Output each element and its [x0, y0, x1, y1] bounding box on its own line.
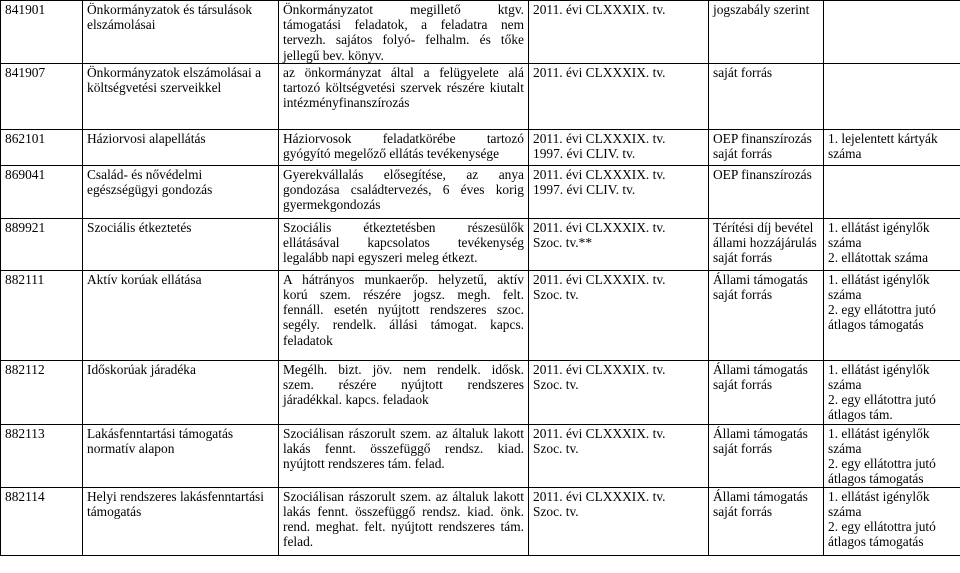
cell-indicators-line: száma [828, 504, 862, 520]
cell-indicators-line: átlagos támogatás [828, 534, 924, 550]
cell-indicators-line: 1. ellátást igénylők [828, 219, 930, 235]
cell-description-line: segély. rendelk. állási támogat. kapcs. [283, 317, 524, 333]
cell-name-line: Szociális étkeztetés [87, 219, 192, 235]
cell-description [279, 165, 529, 218]
cell-legal-basis-line: 2011. évi CLXXXIX. tv. [533, 361, 666, 377]
cell-indicators-line: száma [828, 287, 862, 303]
cell-indicators-line: átlagos tám. [828, 407, 893, 423]
cell-indicators-line: átlagos támogatás [828, 471, 924, 487]
cell-description-line: tartozó költségvetési szervek részére kiutalt [283, 80, 524, 96]
cell-legal-basis [529, 487, 709, 555]
cell-indicators [824, 165, 960, 218]
cell-name-line: Család- és nővédelmi [87, 166, 203, 182]
table-row [1, 218, 960, 270]
cell-code-text: 862101 [5, 130, 46, 146]
cell-description [279, 270, 529, 360]
cell-name-line: Önkormányzatok és társulások [87, 2, 253, 17]
cell-indicators [824, 270, 960, 360]
cell-description-line: az önkormányzat által a felügyelete alá [283, 64, 524, 80]
cell-code [1, 63, 83, 129]
cell-legal-basis-line: 2011. évi CLXXXIX. tv. [533, 219, 666, 235]
cell-legal-basis [529, 360, 709, 424]
cell-financing-line: saját forrás [713, 250, 773, 266]
cell-legal-basis-line: 2011. évi CLXXXIX. tv. [533, 2, 666, 17]
cell-financing [709, 218, 824, 270]
cell-name [83, 63, 279, 129]
cell-indicators [824, 218, 960, 270]
cell-name-line: Önkormányzatok elszámolásai a [87, 64, 262, 80]
cell-indicators-line: 2. egy ellátottra jutó [828, 302, 936, 318]
cell-legal-basis-line: Szoc. tv. [533, 287, 579, 303]
cell-description [279, 360, 529, 424]
cell-code [1, 1, 83, 64]
table-row [1, 1, 960, 64]
cell-description-line: jellegű bev. könyv. [283, 47, 384, 63]
cell-name-line: költségvetési szerveikkel [87, 80, 222, 96]
cell-indicators-line: 1. ellátást igénylők [828, 425, 930, 441]
table-row [1, 424, 960, 487]
cell-code [1, 129, 83, 165]
cell-financing [709, 1, 824, 64]
cell-code-text: 882114 [5, 488, 45, 504]
cell-description-line: Önkormányzatot megillető ktgv. [283, 2, 524, 17]
cell-code-text: 841901 [5, 2, 46, 17]
cell-financing-line: Állami támogatás [713, 361, 808, 377]
cell-description-line: szem. részére nyújtott rendszeres [283, 377, 524, 393]
cell-indicators [824, 487, 960, 555]
cell-indicators-line: 2. egy ellátottra jutó [828, 456, 936, 472]
cell-name [83, 165, 279, 218]
cell-indicators-line: száma [828, 441, 862, 457]
cell-financing-line: Állami támogatás [713, 271, 808, 287]
cell-legal-basis [529, 218, 709, 270]
cell-description-line: Szociálisan rászorult szem. az általuk lakott [283, 488, 524, 504]
cell-indicators-line: 2. egy ellátottra jutó [828, 519, 936, 535]
cell-name-line: támogatás [87, 504, 142, 520]
cell-description-line: feladatok [283, 332, 333, 348]
cell-indicators-line: 1. ellátást igénylők [828, 488, 930, 504]
cell-code [1, 218, 83, 270]
cell-financing-line: saját forrás [713, 146, 773, 162]
cell-financing-line: Állami támogatás [713, 425, 808, 441]
cell-code [1, 270, 83, 360]
cell-legal-basis [529, 270, 709, 360]
cell-description-line: járadékkal. kapcs. feladaok [283, 392, 429, 408]
cell-description [279, 1, 529, 64]
cell-financing [709, 129, 824, 165]
cell-description [279, 129, 529, 165]
cell-description-line: rend. meghat. felt. nyújtott rendszeres tám. [283, 519, 524, 535]
cell-financing-line: saját forrás [713, 377, 773, 393]
cell-description-line: Megélh. bizt. jöv. nem rendelk. idősk. [283, 361, 524, 377]
cell-financing-line: saját forrás [713, 64, 773, 80]
cell-name-line: Időskorúak járadéka [87, 361, 196, 377]
cell-legal-basis [529, 424, 709, 487]
cell-legal-basis-line: 2011. évi CLXXXIX. tv. [533, 166, 666, 182]
cell-legal-basis-line: Szoc. tv.** [533, 235, 593, 251]
table-row [1, 165, 960, 218]
cell-name [83, 487, 279, 555]
cell-financing-line: OEP finanszírozás [713, 130, 812, 146]
cell-name-line: Lakásfenntartási támogatás [87, 425, 234, 441]
cell-financing [709, 165, 824, 218]
cell-name-line: egészségügyi gondozás [87, 182, 213, 198]
cell-indicators-line: 1. ellátást igénylők [828, 271, 930, 287]
cell-name [83, 424, 279, 487]
cell-financing [709, 424, 824, 487]
cell-legal-basis [529, 129, 709, 165]
cell-indicators [824, 1, 960, 64]
cell-description-line: intézményfinanszírozás [283, 95, 410, 111]
cell-indicators-line: 1. ellátást igénylők [828, 361, 930, 377]
cell-name-line: Aktív korúak ellátása [87, 271, 202, 287]
cell-indicators [824, 360, 960, 424]
cell-legal-basis-line: Szoc. tv. [533, 441, 579, 457]
cell-code-text: 882112 [5, 361, 45, 377]
cell-indicators-line: 2. ellátottak száma [828, 250, 929, 266]
cell-financing-line: jogszabály szerint [713, 2, 810, 17]
cell-code-text: 889921 [5, 219, 46, 235]
cell-financing [709, 63, 824, 129]
cell-indicators-line: átlagos támogatás [828, 317, 924, 333]
cell-name [83, 1, 279, 64]
table-row [1, 63, 960, 129]
cell-name-line: Helyi rendszeres lakásfenntartási [87, 488, 264, 504]
cell-legal-basis-line: 1997. évi CLIV. tv. [533, 146, 636, 162]
cell-name-line: Háziorvosi alapellátás [87, 130, 206, 146]
cell-financing-line: saját forrás [713, 441, 773, 457]
cell-legal-basis-line: 2011. évi CLXXXIX. tv. [533, 130, 666, 146]
cell-indicators-line: száma [828, 235, 862, 251]
cell-financing [709, 360, 824, 424]
table-row [1, 487, 960, 555]
cell-code [1, 165, 83, 218]
cell-description-line: Szociálisan rászorult szem. az általuk lakott [283, 425, 524, 441]
cell-financing [709, 270, 824, 360]
cell-description-line: gyermekgondozás [283, 197, 381, 213]
cell-legal-basis-line: 1997. évi CLIV. tv. [533, 182, 636, 198]
cell-indicators-line: 1. lejelentett kártyák [828, 130, 938, 146]
cell-legal-basis [529, 63, 709, 129]
cell-description-line: korú szem. részére jogsz. megh. felt. [283, 287, 524, 303]
cell-financing-line: saját forrás [713, 287, 773, 303]
cell-description-line: tervezh. sajátos folyó- felhalm. és tőke [283, 32, 524, 48]
cell-financing-line: OEP finanszírozás [713, 166, 812, 182]
cell-legal-basis-line: 2011. évi CLXXXIX. tv. [533, 271, 666, 287]
cell-indicators-line: 2. egy ellátottra jutó [828, 392, 936, 408]
cell-name [83, 360, 279, 424]
cell-financing-line: Állami támogatás [713, 488, 808, 504]
task-table-body [1, 1, 960, 556]
cell-legal-basis-line: Szoc. tv. [533, 504, 579, 520]
cell-name [83, 129, 279, 165]
cell-name-line: elszámolásai [87, 17, 156, 33]
cell-code-text: 882113 [5, 425, 45, 441]
cell-description-line: lakás fennt. összefüggő rendsz. kiad. [283, 441, 524, 457]
cell-description-line: A hátrányos munkaerőp. helyzetű, aktív [283, 271, 524, 287]
cell-financing [709, 487, 824, 555]
cell-description-line: felad. [283, 534, 314, 550]
cell-code-text: 841907 [5, 64, 46, 80]
table-row [1, 129, 960, 165]
cell-indicators [824, 424, 960, 487]
cell-indicators [824, 63, 960, 129]
cell-legal-basis-line: 2011. évi CLXXXIX. tv. [533, 488, 666, 504]
cell-legal-basis-line: 2011. évi CLXXXIX. tv. [533, 425, 666, 441]
cell-description-line: Szociális étkeztetésben részesülők [283, 219, 524, 235]
cell-indicators-line: száma [828, 146, 862, 162]
cell-code-text: 882111 [5, 271, 45, 287]
cell-legal-basis [529, 165, 709, 218]
cell-description-line: nyújtott rendszeres tám. felad. [283, 456, 445, 472]
cell-description-line: gyógyító megelőző ellátás tevékenysége [283, 146, 500, 162]
cell-code-text: 869041 [5, 166, 46, 182]
cell-code [1, 360, 83, 424]
cell-description [279, 218, 529, 270]
table-row [1, 270, 960, 360]
cell-legal-basis-line: Szoc. tv. [533, 377, 579, 393]
cell-description-line: támogatási feladatok, a feladatra nem [283, 17, 524, 33]
cell-legal-basis [529, 1, 709, 64]
cell-name [83, 218, 279, 270]
cell-description-line: Háziorvosok feladatkörébe tartozó [283, 130, 524, 146]
cell-indicators-line: száma [828, 377, 862, 393]
cell-financing-line: Térítési díj bevétel [713, 219, 814, 235]
cell-description-line: ellátásával kapcsolatos tevékenység [283, 235, 524, 251]
table-row [1, 360, 960, 424]
cell-description-line: legalább napi egyszeri meleg étkezt. [283, 250, 478, 266]
cell-financing-line: állami hozzájárulás [713, 235, 817, 251]
cell-description-line: fennáll. esetén nyújtott rendszeres szoc. [283, 302, 524, 318]
cell-code [1, 487, 83, 555]
cell-name-line: normatív alapon [87, 441, 175, 457]
cell-name [83, 270, 279, 360]
cell-description-line: gondozása családtervezés, 6 éves korig [283, 182, 524, 198]
cell-description [279, 63, 529, 129]
cell-legal-basis-line: 2011. évi CLXXXIX. tv. [533, 64, 666, 80]
cell-description [279, 424, 529, 487]
cell-code [1, 424, 83, 487]
cell-description-line: Gyerekvállalás elősegítése, az anya [283, 166, 524, 182]
cell-financing-line: saját forrás [713, 504, 773, 520]
cell-indicators [824, 129, 960, 165]
cell-description-line: lakás fennt. összefüggő rendsz. kiad. önk. [283, 504, 524, 520]
cell-description [279, 487, 529, 555]
